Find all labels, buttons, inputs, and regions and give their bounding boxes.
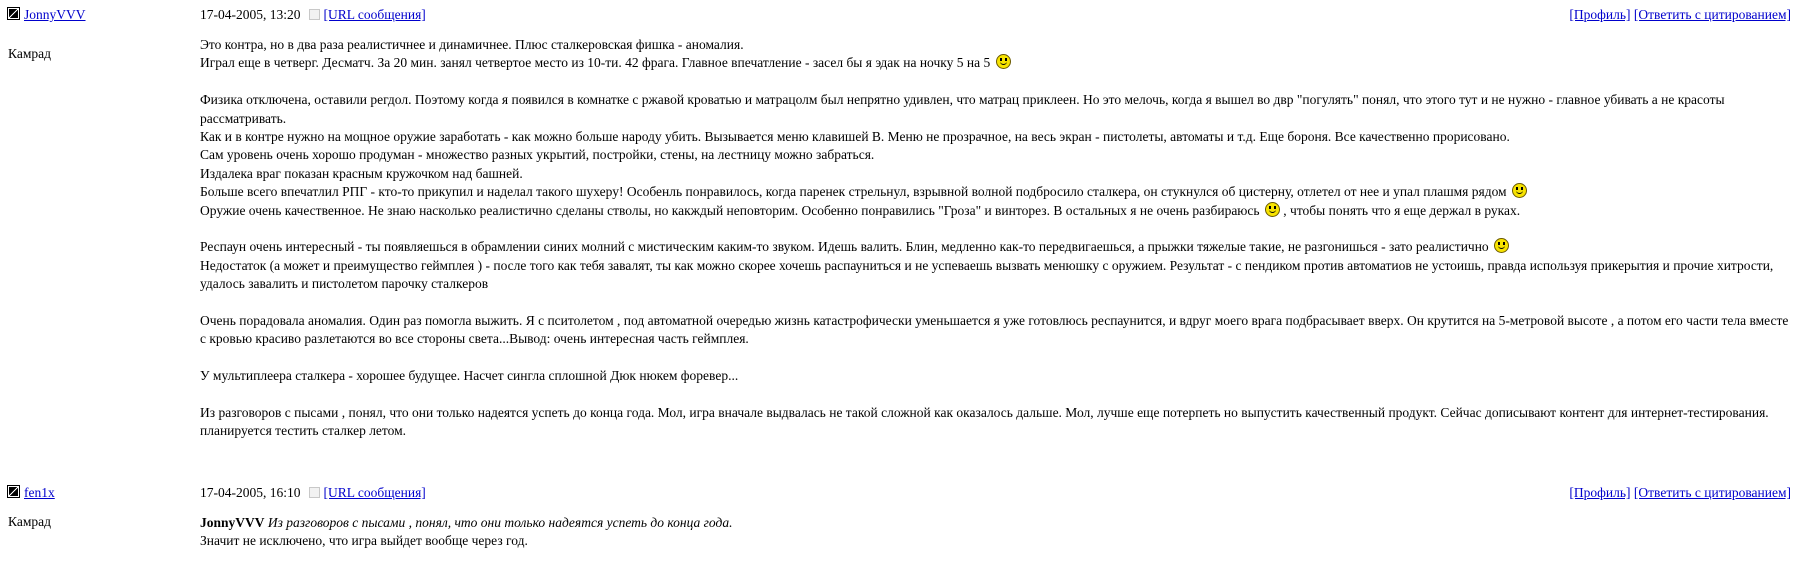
author-link[interactable]: fen1x: [24, 485, 55, 500]
author-link[interactable]: JonnyVVV: [24, 7, 86, 22]
quote-author: JonnyVVV: [200, 515, 265, 530]
post: [0, 484, 1814, 563]
post-header: [0, 484, 1814, 504]
post: [0, 6, 1814, 439]
post-icon: [309, 487, 320, 498]
post-meta: [200, 485, 426, 501]
reply-text: Значит не исключено, что игра выйдет вообще через год.: [200, 533, 528, 549]
text-line: У мультиплеера сталкера - хорошее будущее. Насчет сингла сплошной Дюк нюкем форевер...: [200, 368, 739, 384]
text-line: Играл еще в четверг. Десматч. За 20 мин. занял четвертое место из 10-ти. 42 фрага. Главное впечатление - засел бы я эдак на ночку 5 на 5: [200, 55, 991, 71]
post-meta: [200, 7, 426, 23]
smile-emoticon-icon: [1265, 202, 1280, 217]
post-icon: [309, 9, 320, 20]
reply-with-quote-link[interactable]: [Ответить с цитированием]: [1633, 485, 1791, 500]
text-line: Физика отключена, оставили регдол. Поэтому когда я появился в комнатке с ржавой кроватью и матрацолм был непрятно удивлен, что матрац приклеен. Но это мелочь, когда я вышел во двр "погулять" понял, что этого тут и не нужно - главное убивать а не красоты рассматривать.: [200, 92, 1725, 126]
text-line: Из разговоров с пысами , понял, что они только надеятся успеть до конца года. Мол, игра вначале выдвалась не такой сложной как оказалось дальше. Мол, лучше еще потерпеть но выпустить качественный продукт. Сейчас дописывают контент для интернет-тестирования. планируется тестить сталкер летом.: [200, 405, 1769, 439]
paragraph: [200, 367, 1790, 385]
post-url-link[interactable]: [URL сообщения]: [323, 485, 426, 500]
smile-emoticon-icon: [996, 54, 1011, 69]
text-line: Как и в контре нужно на мощное оружие заработать - как можно больше народу убить. Вызывается меню клавишей В. Меню не прозрачное, на весь экран - пистолеты, автоматы и т.д. Еще бороня. Все качественно прорисовано.: [200, 129, 1510, 145]
profile-link[interactable]: [Профиль]: [1569, 7, 1631, 22]
post-date: 17-04-2005, 13:20: [200, 7, 301, 22]
paragraph: [200, 312, 1790, 349]
paragraph: [200, 91, 1790, 220]
text-line: Больше всего впечатлил РПГ - кто-то прикупил и наделал такого шухеру! Особенль понравилось, когда паренек стрельнул, взрывной волной подбросило сталкера, он стукнулся об цистерну, отлетел от нее и упал плашмя рядом: [200, 184, 1507, 200]
quote-text: Из разговоров с пысами , понял, что они только надеятся успеть до конца года.: [267, 515, 733, 530]
paragraph: [200, 238, 1790, 293]
post-header: [0, 6, 1814, 26]
text-line: Издалека враг показан красным кружочком над башней.: [200, 165, 523, 181]
text-line: , чтобы понять что я еще держал в руках.: [1283, 202, 1521, 218]
post-actions: [1569, 7, 1791, 23]
post-author-cell: [7, 7, 86, 23]
post-date: 17-04-2005, 16:10: [200, 485, 301, 500]
paragraph: [200, 404, 1790, 441]
reply-with-quote-link[interactable]: [Ответить с цитированием]: [1633, 7, 1791, 22]
post-url-link[interactable]: [URL сообщения]: [323, 7, 426, 22]
quote-block: [200, 514, 1790, 532]
post-actions: [1569, 485, 1791, 501]
post-body: [200, 36, 1790, 459]
smile-emoticon-icon: [1494, 238, 1509, 253]
text-line: Очень порадовала аномалия. Один раз помогла выжить. Я с пситолетом , под автоматной очередью жизнь катастрофически уменьшается я уже готовлюсь респаунится, и вдруг моего врага подбрасывает вверх. Он крутится на 5-метровой высоте , а потом его части тела вместе с кровью красиво разлетаются во все стороны света...Вывод: очень интересная часть геймплея.: [200, 313, 1789, 347]
user-rank: Камрад: [8, 46, 51, 61]
smile-emoticon-icon: [1512, 183, 1527, 198]
post-body: [200, 514, 1790, 551]
text-line: Респаун очень интересный - ты появляешься в обрамлении синих молний с мистическим каким-то звуком. Идешь валить. Блин, медленно как-то передвигаешься, а прыжки тяжелые такие, не разгонишься - зато реалистично: [200, 239, 1489, 255]
post-author-cell: [7, 485, 55, 501]
text-line: Недостаток (а может и преимущество геймплея ) - после того как тебя завалят, ты как можно скорее хочешь распауниться и не успеваешь вызвать менюшку с оружием. Результат - с пендиком против автоматиов не устоишь, правда используя прикерытия и прочие хитрости, удалось завалить и пистолетом парочку сталкеров: [200, 257, 1774, 292]
profile-link[interactable]: [Профиль]: [1569, 485, 1631, 500]
user-rank: Камрад: [8, 514, 51, 529]
paragraph: [200, 36, 1790, 73]
text-line: Оружие очень качественное. Не знаю насколько реалистично сделаны стволы, но какждый неповторим. Особенно понравились "Гроза" и винторез. В остальных я не очень разбираюсь: [200, 202, 1260, 218]
online-status-icon: [7, 7, 20, 20]
text-line: Это контра, но в два раза реалистичнее и динамичнее. Плюс сталкеровская фишка - аномалия.: [200, 37, 744, 52]
online-status-icon: [7, 485, 20, 498]
text-line: Сам уровень очень хорошо продуман - множество разных укрытий, постройки, стены, на лестницу можно забраться.: [200, 147, 875, 163]
